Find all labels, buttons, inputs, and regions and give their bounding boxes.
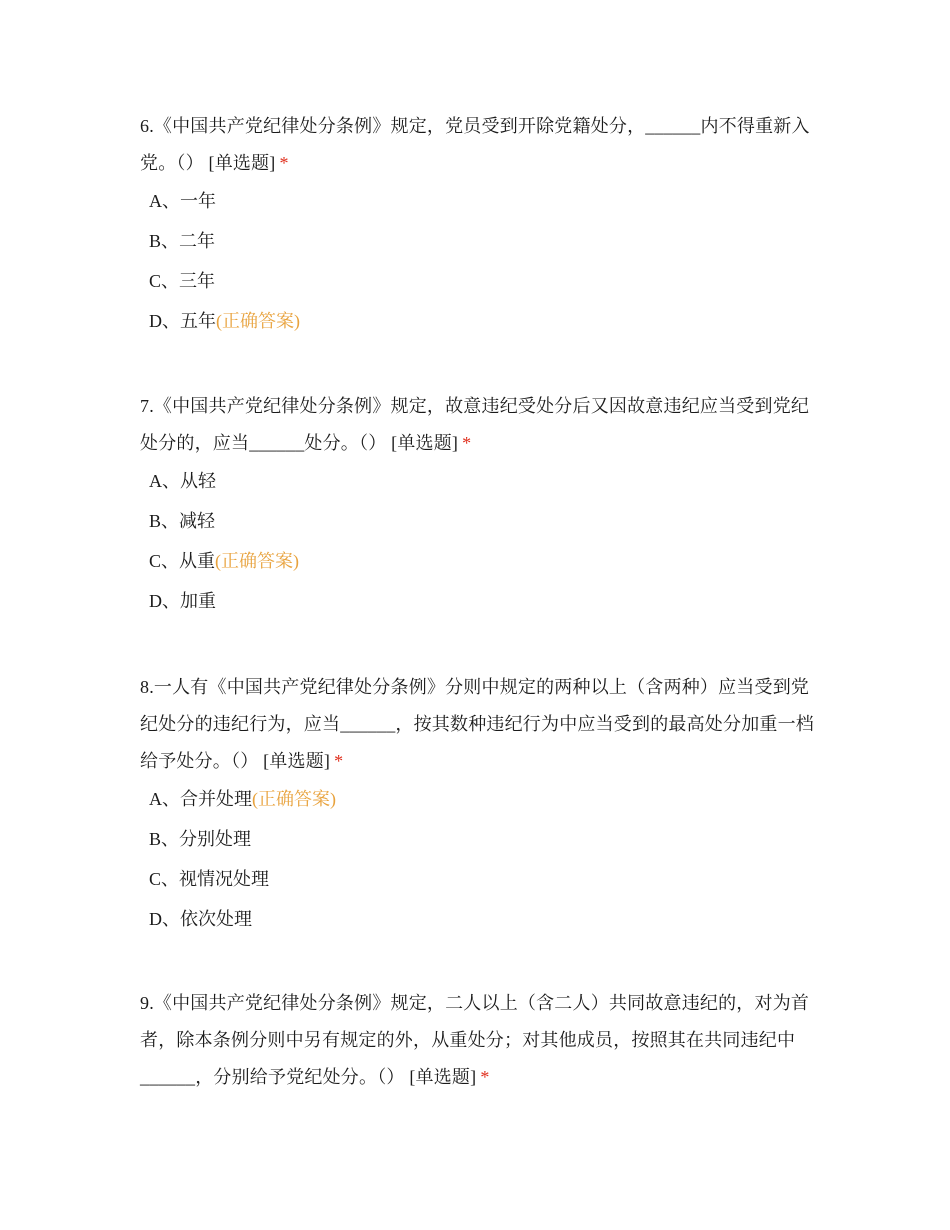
option-d [149,590,820,612]
option-text: A、一年 [149,191,216,211]
options-list [140,470,820,612]
options-list [140,788,820,930]
question-text: 6.《中国共产党纪律处分条例》规定，党员受到开除党籍处分，______内不得重新入党。（） [140,116,810,173]
question-stem [140,108,820,182]
option-c [149,270,820,292]
required-asterisk: * [480,1067,490,1087]
option-text: C、从重 [149,551,216,571]
required-asterisk: * [279,153,289,173]
question-stem [140,985,820,1096]
option-text: A、从轻 [149,471,216,491]
question-type-tag: [单选题] [263,751,331,771]
options-list [140,190,820,332]
question-9 [140,985,820,1096]
option-text: D、五年 [149,311,216,331]
option-b [149,828,820,850]
question-8 [140,669,820,948]
question-stem [140,669,820,780]
option-a [149,788,820,810]
option-text: A、合并处理 [149,789,252,809]
option-a [149,470,820,492]
option-text: D、加重 [149,591,216,611]
option-c [149,868,820,890]
option-text: C、三年 [149,271,216,291]
question-stem [140,388,820,462]
option-a [149,190,820,212]
question-type-tag: [单选题] [409,1067,477,1087]
option-c [149,550,820,572]
correct-answer-note: (正确答案) [216,311,300,331]
correct-answer-note: (正确答案) [215,551,300,571]
question-text: 9.《中国共产党纪律处分条例》规定，二人以上（含二人）共同故意违纪的，对为首者，除本条例分则中另有规定的外，从重处分；对其他成员，按照其在共同违纪中______，分别给予党纪处分。（） [140,993,810,1087]
question-text: 7.《中国共产党纪律处分条例》规定，故意违纪受处分后又因故意违纪应当受到党纪处分的，应当______处分。（） [140,396,810,453]
question-type-tag: [单选题] [391,433,459,453]
question-type-tag: [单选题] [208,153,276,173]
option-d [149,908,820,930]
option-d [149,310,820,332]
question-text: 8.一人有《中国共产党纪律处分条例》分则中规定的两种以上（含两种）应当受到党纪处分的违纪行为，应当______，按其数种违纪行为中应当受到的最高处分加重一档给予处分。（） [140,677,814,771]
option-text: D、依次处理 [149,909,252,929]
question-7 [140,388,820,630]
option-text: C、视情况处理 [149,869,270,889]
required-asterisk: * [334,751,344,771]
option-text: B、分别处理 [149,829,252,849]
option-text: B、二年 [149,231,216,251]
question-6 [140,108,820,350]
correct-answer-note: (正确答案) [252,789,336,809]
option-text: B、减轻 [149,511,216,531]
option-b [149,510,820,532]
required-asterisk: * [462,433,472,453]
option-b [149,230,820,252]
